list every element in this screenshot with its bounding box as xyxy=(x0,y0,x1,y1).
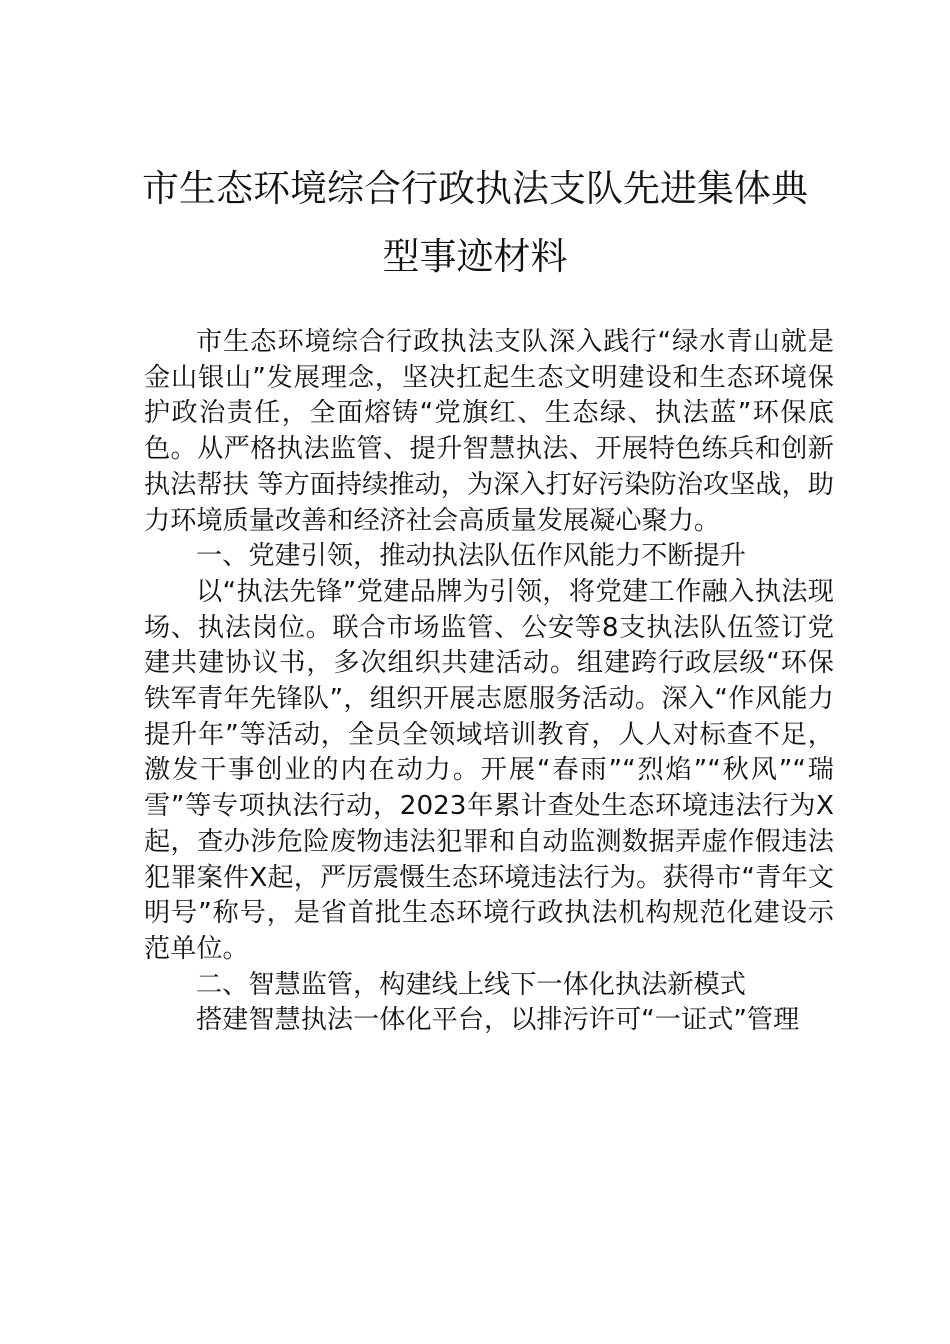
section-heading-2: 二、智慧监管，构建线上线下一体化执法新模式 xyxy=(196,969,746,1000)
intro-paragraph: 市生态环境综合行政执法支队深入践行“绿水青山就是金山银山”发展理念，坚决扛起生态文明建设和生态环境保护政治责任，全面熔铸“党旗红、生态绿、执法蓝”环保底色。从严格执法监管、提升智慧执法、开展特色练兵和创新执法帮扶 等方面持续推动，为深入打好污染防治攻坚战，助力环境质量改善和经济社会高质量发展凝心聚力。 xyxy=(144,327,834,536)
document-title-line-2: 型事迹材料 xyxy=(382,235,568,278)
document-title-line-1: 市生态环境综合行政执法支队先进集体典 xyxy=(142,167,808,210)
document-body xyxy=(144,325,834,1039)
section-heading-1: 一、党建引领，推动执法队伍作风能力不断提升 xyxy=(196,541,746,572)
section-1-paragraph: 以“执法先锋”党建品牌为引领，将党建工作融入执法现场、执法岗位。联合市场监管、公安等8支执法队伍签订党建共建协议书，多次组织共建活动。组建跨行政层级“环保铁军青年先锋队”，组织开展志愿服务活动。深入“作风能力提升年”等活动，全员全领域培训教育，人人对标查不足，激发干事创业的内在动力。开展“春雨”“烈焰”“秋风”“瑞雪”等专项执法行动，2023年累计查处生态环境违法行为X起，查办涉危险废物违法犯罪和自动监测数据弄虚作假违法犯罪案件X起，严厉震慑生态环境违法行为。获得市“青年文明号”称号，是省首批生态环境行政执法机构规范化建设示范单位。 xyxy=(144,576,834,964)
section-2-paragraph: 搭建智慧执法一体化平台，以排污许可“一证式”管理 xyxy=(196,1005,800,1036)
